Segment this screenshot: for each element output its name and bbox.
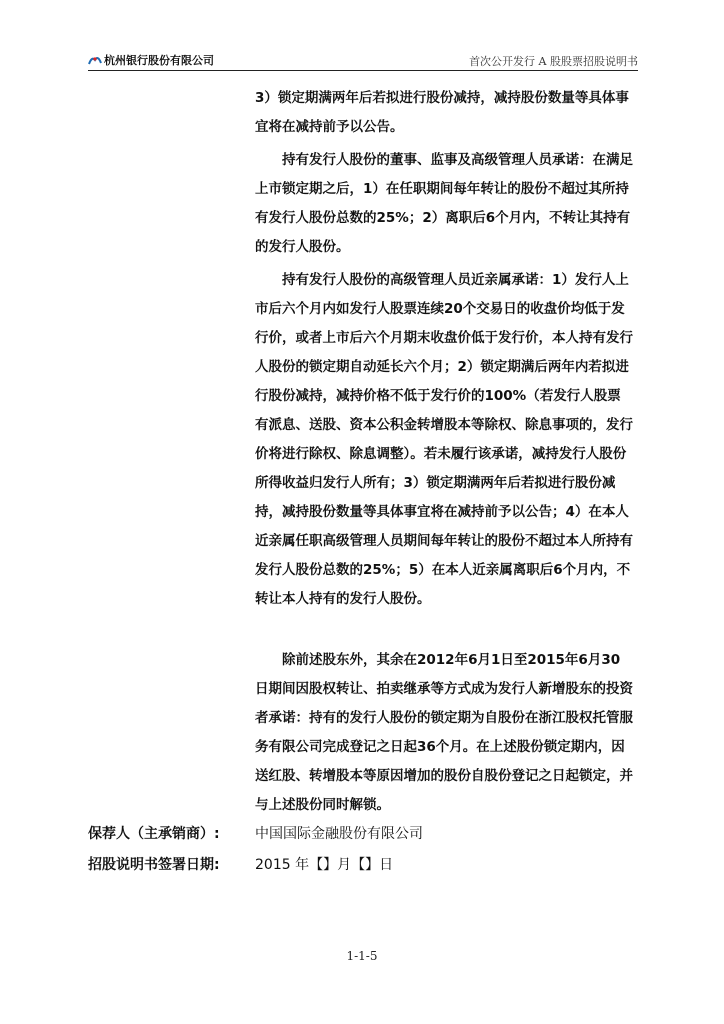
document-title: 首次公开发行 A 股股票招股说明书 — [469, 55, 638, 68]
sponsor-label: 保荐人（主承销商）: — [88, 826, 220, 842]
hangzhou-bank-logo-icon — [88, 54, 102, 66]
paragraph-lockup-disclosure: 3）锁定期满两年后若拟进行股份减持，减持股份数量等具体事宜将在减持前予以公告。 — [255, 90, 629, 135]
company-name: 杭州银行股份有限公司 — [104, 54, 214, 67]
page-header — [88, 50, 638, 71]
signing-date-label: 招股说明书签署日期: — [88, 857, 220, 873]
paragraph-relatives-commitment: 持有发行人股份的高级管理人员近亲属承诺：1）发行人上市后六个月内如发行人股票连续20个交易日的收盘价均低于发行价，或者上市后六个月期末收盘价低于发行价，本人持有发行人股份的锁定期自动延长六个月；2）锁定期满后两年内若拟进行股份减持，减持价格不低于发行价的100%（若发行人股票有派息、送股、资本公积金转增股本等除权、除息事项的，发行价将进行除权、除息调整）。若未履行该承诺，减持发行人股份所得收益归发行人所有；3）锁定期满两年后若拟进行股份减持，减持股份数量等具体事宜将在减持前予以公告；4）在本人近亲属任职高级管理人员期间每年转让的股份不超过本人所持有发行人股份总数的25%；5）在本人近亲属离职后6个月内，不转让本人持有的发行人股份。 — [255, 272, 633, 607]
company-logo — [88, 52, 214, 68]
signing-date-value: 2015 年【】月【】日 — [255, 857, 394, 873]
page-number: 1-1-5 — [346, 949, 378, 963]
paragraph-directors-commitment: 持有发行人股份的董事、监事及高级管理人员承诺：在满足上市锁定期之后，1）在任职期间每年转让的股份不超过其所持有发行人股份总数的25%；2）离职后6个月内，不转让其持有的发行人股份。 — [255, 152, 633, 255]
paragraph-other-shareholders: 除前述股东外，其余在2012年6月1日至2015年6月30日期间因股权转让、拍卖继承等方式成为发行人新增股东的投资者承诺：持有的发行人股份的锁定期为自股份在浙江股权托管服务有限公司完成登记之日起36个月。在上述股份锁定期内，因送红股、转增股本等原因增加的股份自股份登记之日起锁定，并与上述股份同时解锁。 — [255, 652, 633, 813]
sponsor-value: 中国国际金融股份有限公司 — [255, 826, 423, 842]
